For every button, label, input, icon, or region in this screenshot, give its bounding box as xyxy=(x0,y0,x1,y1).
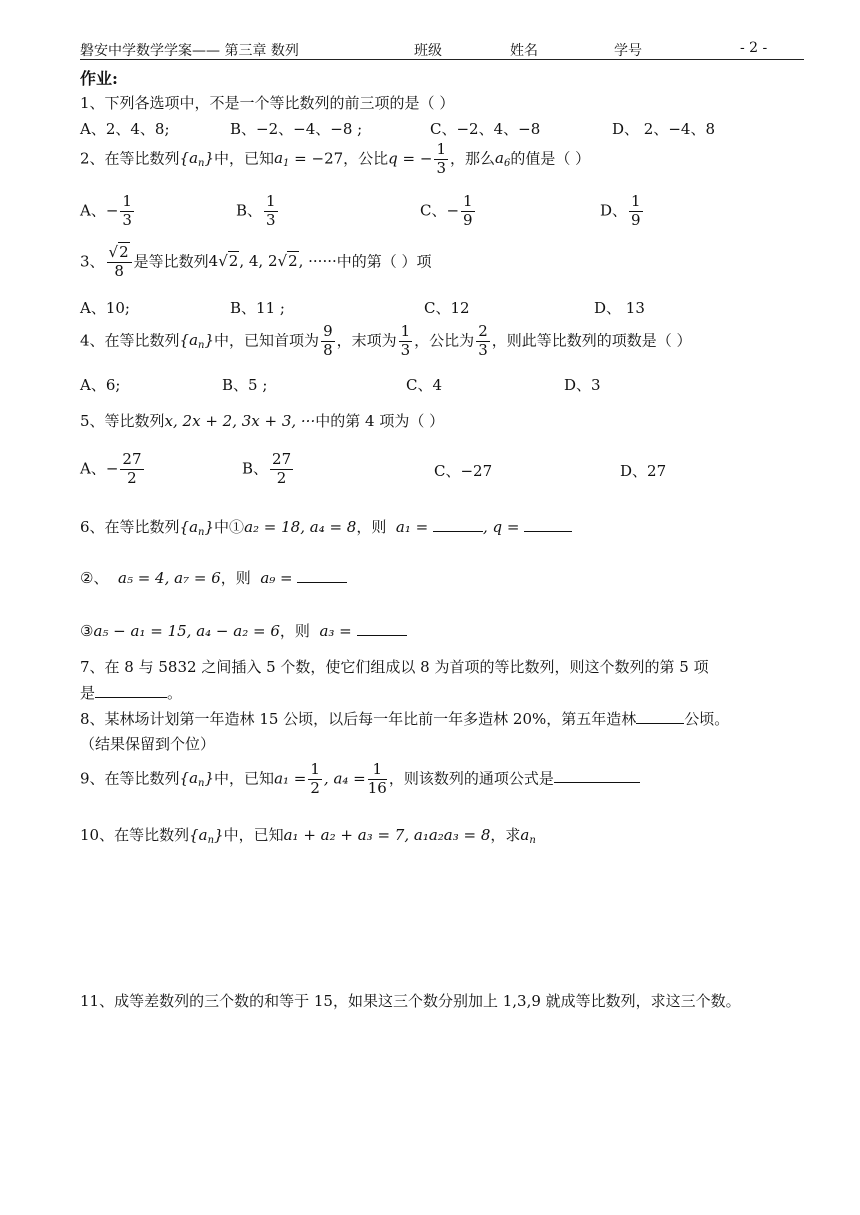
q1-option-c: C、−2、4、−8 xyxy=(430,120,541,138)
q3-option-d: D、 13 xyxy=(594,299,645,317)
header-page-number: - 2 - xyxy=(740,40,768,56)
q2-a6: $a_6$ xyxy=(495,149,511,170)
q5-option-c: C、−27 xyxy=(434,462,493,480)
q1-option-d: D、 2、−4、8 xyxy=(612,120,715,138)
q5-sequence: x, 2x + 2, 3x + 3, ··· xyxy=(164,412,316,430)
q3-option-c: C、12 xyxy=(424,299,470,317)
q2-option-d: D、 $\frac{1}{9}$ xyxy=(600,192,641,229)
header-class-label: 班级 xyxy=(414,43,442,59)
q2-option-b: B、 $\frac{1}{3}$ xyxy=(236,192,276,229)
question-1: 1、下列各选项中，不是一个等比数列的前三项的是（ ） xyxy=(80,94,455,112)
q6-answer-a3[interactable] xyxy=(357,621,407,636)
q2-option-c: C、− $\frac{1}{9}$ xyxy=(420,192,473,229)
q3-option-a: A、10; xyxy=(80,299,130,317)
header-title: 磐安中学数学学案—— 第三章 数列 xyxy=(80,43,299,59)
q2-eq1: = −27 xyxy=(289,149,344,168)
question-9: 9、在等比数列$\{a_n\}$中，已知a₁ = $\frac{1}{2}$ , a₄ = $\frac{1}{16}$ ，则该数列的通项公式是 xyxy=(80,762,640,797)
q4-first-term: $\frac{9}{8}$ xyxy=(323,322,333,359)
question-8-line-1: 8、某林场计划第一年造林 15 公顷，以后每一年比前一年多造林 20%，第五年造林 公顷。 xyxy=(80,710,730,728)
q3-fraction: $\frac{√2}{8}$ xyxy=(107,245,132,280)
q4-option-b: B、5 ; xyxy=(222,376,268,394)
question-6-part-3: ③a₅ − a₁ = 15, a₄ − a₂ = 6，则 a₃ = xyxy=(80,620,407,641)
q8-answer-blank[interactable] xyxy=(636,709,684,724)
question-5: 5、等比数列x, 2x + 2, 3x + 3, ···中的第 4 项为（ ） xyxy=(80,412,445,430)
question-7-line-1: 7、在 8 与 5832 之间插入 5 个数，使它们组成以 8 为首项的等比数列，则这个数列的第 5 项 xyxy=(80,658,709,676)
q6-answer-q[interactable] xyxy=(524,517,572,532)
q7-answer-blank[interactable] xyxy=(95,683,167,698)
q3-option-b: B、11 ; xyxy=(230,299,285,317)
q4-option-a: A、6; xyxy=(80,376,121,394)
question-2 xyxy=(80,142,590,177)
question-3: 3、 $\frac{√2}{8}$ 是等比数列4√2, 4, 2√2, ······中的第（ ）项 xyxy=(80,243,432,280)
question-10: 10、在等比数列$\{a_n\}$中，已知a₁ + a₂ + a₃ = 7, a₁a₂a₃ = 8，求$a_n$ xyxy=(80,826,536,846)
q5-option-b: B、 $\frac{27}{2}$ xyxy=(242,450,292,487)
q2-set: $\{a_n\}$ xyxy=(179,149,215,170)
q2-tail: 的值是（ ） xyxy=(510,149,591,168)
question-4: 4、在等比数列$\{a_n\}$中，已知首项为 $\frac{9}{8}$ ，末项为 $\frac{1}{3}$ ，公比为 $\frac{2}{3}$ ，则此等比数列的项数是（ ） xyxy=(80,322,692,359)
q5-option-d: D、27 xyxy=(620,462,667,480)
q4-last-term: $\frac{1}{3}$ xyxy=(400,322,411,359)
q2-end: ，那么 xyxy=(450,149,496,168)
q2-option-a: A、− $\frac{1}{3}$ xyxy=(80,192,132,229)
q6-answer-a1[interactable] xyxy=(433,517,483,532)
q2-ratio-fraction: $\frac{1}{3}$ xyxy=(436,140,447,177)
q2-ratio-label: ，公比 xyxy=(343,149,389,168)
header-rule xyxy=(80,59,804,60)
q2-q: q xyxy=(388,149,398,168)
q6-answer-a9[interactable] xyxy=(297,568,347,583)
q2-pre: 2、在等比数列 xyxy=(80,149,180,168)
q2-eq2: = − xyxy=(397,149,433,168)
header-id-label: 学号 xyxy=(614,43,642,59)
question-11: 11、成等差数列的三个数的和等于 15，如果这三个数分别加上 1,3,9 就成等比数列，求这三个数。 xyxy=(80,992,741,1010)
question-8-line-2: （结果保留到个位） xyxy=(80,735,216,753)
q2-a1: $a_1$ xyxy=(274,149,290,170)
question-7-line-2: 是 。 xyxy=(80,684,183,702)
question-6-part-2: ②、 a₅ = 4, a₇ = 6，则 a₉ = xyxy=(80,567,347,588)
header-name-label: 姓名 xyxy=(510,43,538,59)
q4-option-c: C、4 xyxy=(406,376,443,394)
q2-mid: 中，已知 xyxy=(214,149,275,168)
q1-option-a: A、2、4、8; xyxy=(80,120,170,138)
question-6-part-1: 6、在等比数列$\{a_n\}$中①a₂ = 18, a₄ = 8，则 a₁ = , q = xyxy=(80,516,572,538)
q9-answer-blank[interactable] xyxy=(554,768,640,783)
q4-option-d: D、3 xyxy=(564,376,601,394)
q5-option-a: A、− $\frac{27}{2}$ xyxy=(80,450,142,487)
section-title: 作业: xyxy=(80,69,118,88)
q4-ratio: $\frac{2}{3}$ xyxy=(478,322,488,359)
q1-option-b: B、−2、−4、−8 ; xyxy=(230,120,363,138)
q3-sequence: 4√2, 4, 2√2, ······ xyxy=(208,252,337,271)
